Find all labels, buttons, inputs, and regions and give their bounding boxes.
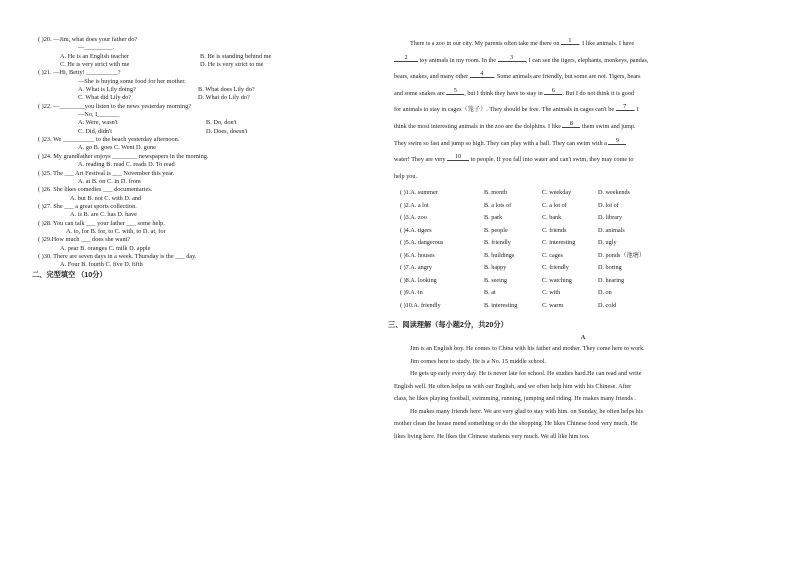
reading-title: A (580, 334, 586, 342)
cloze-option-row (400, 250, 772, 263)
passage-text: toy animals in my room. In the (418, 56, 498, 64)
passage-line (394, 102, 772, 119)
passage-text: There is a zoo in our city. My parents often take me there on (410, 40, 561, 47)
q21-options-ab (38, 86, 378, 94)
right-column (388, 36, 772, 443)
cloze-option-c[interactable]: C. watching (542, 276, 572, 284)
cloze-option-b[interactable]: B. happy (484, 264, 507, 272)
q22-line2: —No, I_______ (78, 111, 120, 119)
passage-text: and some snakes are (394, 89, 447, 97)
cloze-option-b[interactable]: B. at (484, 289, 496, 297)
blank-7[interactable]: 7 (616, 103, 634, 111)
passage-text: them swim and jump. (580, 122, 636, 130)
cloze-option-c[interactable]: C. warm (542, 301, 564, 309)
reading-line: He gets up early every day. He is never late for school. He studies hard.He can read and write (410, 370, 642, 378)
cloze-passage (394, 36, 772, 185)
cloze-option-c[interactable]: C. with (542, 289, 561, 297)
q21-option-c[interactable]: C. What did Lily do? (78, 94, 132, 102)
cloze-option-a[interactable]: ( )10.A. friendly (400, 301, 441, 309)
passage-line (394, 136, 772, 153)
q21-options-cd (38, 94, 378, 102)
reading-passage (394, 343, 772, 443)
cloze-option-d[interactable]: D. lot of (598, 201, 619, 209)
blank-4[interactable]: 4 (470, 70, 494, 78)
blank-9[interactable]: 9 (608, 137, 626, 145)
blank-8[interactable]: 8 (562, 120, 580, 128)
passage-line (394, 152, 772, 169)
cloze-option-b[interactable]: B. friendly (484, 239, 511, 247)
q22-option-c[interactable]: C. Did, didn't (78, 127, 113, 135)
q26-stem: ( )26. She likes comedies ___ documentaries. (38, 186, 153, 194)
blank-10[interactable]: 10 (447, 153, 469, 161)
q27-options[interactable]: A. is B. are C. has D. have (70, 211, 137, 219)
cloze-option-row (400, 287, 772, 300)
q22-option-d[interactable]: D. Does, doesn't (206, 127, 248, 135)
q22-options-ab (38, 119, 378, 127)
q22-options-cd (38, 128, 378, 136)
passage-text: , I can see the tigers, elephants, monkeys, pandas, (525, 56, 649, 64)
reading-line: He makes many friends here. We are very glad to stay with him. on Sunday, he often helps his (410, 407, 643, 415)
passage-text: for animals to stay in cages（笼子）. They should be free. The animals in cages can't be (394, 106, 616, 114)
left-column (32, 36, 378, 280)
q21-option-a[interactable]: A. What is Lily doing? (78, 86, 136, 94)
cloze-option-a[interactable]: ( )3.A. zoo (400, 214, 427, 222)
cloze-option-a[interactable]: ( )4.A. tigers (400, 226, 432, 234)
passage-line (394, 119, 772, 136)
passage-text: . But I do not think it is good (562, 89, 635, 97)
passage-text: They swim so fast and jump so high. They can play with a ball. They can swim with a (394, 139, 609, 147)
passage-line: help you. (394, 172, 418, 180)
cloze-option-a[interactable]: ( )8.A. looking (400, 276, 437, 284)
q20-option-a[interactable]: A. He is an English teacher (60, 52, 129, 60)
q23-options[interactable]: A. go B. goes C. Went D. gone (78, 144, 156, 152)
cloze-option-b[interactable]: B. interesting (484, 301, 518, 309)
cloze-option-row (400, 237, 772, 250)
q22-option-a[interactable]: A. Were, wasn't (78, 119, 118, 127)
reading-line: Jim comes here to study. He is a No. 15 middle school. (410, 357, 547, 365)
section-2-heading: 二、完型填空 （10分） (32, 269, 107, 279)
passage-text: bears, snakes, and many other (394, 73, 470, 81)
cloze-option-row (400, 262, 772, 275)
q21-line2: —She is buying some food for her mother. (78, 77, 186, 85)
q30-options[interactable]: A. Four B. fourth C. five D. fifth (60, 261, 143, 269)
cloze-option-d[interactable]: D. on (598, 289, 612, 297)
q26-options[interactable]: A. but B. not C. with D. and (70, 194, 142, 202)
q22-stem: ( )22. —________you listen to the news yesterday morning? (38, 102, 192, 110)
reading-line: Jim is an English boy. He comes to China with his father and mother. They come here to work. (410, 345, 645, 353)
q25-options[interactable]: A. at B. on C. in D. from (78, 177, 141, 185)
q30-stem: ( )30. There are seven days in a week. Thursday is the ___ day. (38, 252, 197, 260)
q28-stem: ( )28. You can talk ___ your father ___ some help. (38, 219, 165, 227)
cloze-option-row (400, 187, 772, 200)
cloze-option-b[interactable]: B. people (484, 226, 508, 234)
passage-text: water! They are very (394, 156, 448, 164)
cloze-option-b[interactable]: B. seeing (484, 276, 508, 284)
q24-options[interactable]: A. reading B. read C. reads D. To read (78, 161, 175, 169)
cloze-option-d[interactable]: D. boring (598, 264, 622, 272)
passage-text: think the most interesting animals in the zoo are the dolphins. I like (394, 122, 563, 130)
q27-stem: ( )27. She ___ a great sports collection. (38, 202, 137, 210)
cloze-option-c[interactable]: C. bank (542, 214, 562, 222)
q29-stem: ( )29.How much ___ does she want? (38, 236, 131, 244)
passage-line (394, 36, 772, 53)
q21-option-b[interactable]: B. What does Lily do? (198, 86, 255, 94)
passage-text: to people. If you fall into water and can't swim, they may come to (469, 156, 634, 164)
passage-line (394, 69, 772, 86)
cloze-option-c[interactable]: C. weekday (542, 189, 572, 197)
passage-text: , but I think they have to stay in (464, 89, 545, 97)
cloze-option-a[interactable]: ( )7.A. angry (400, 264, 432, 272)
cloze-option-c[interactable]: C. friends (542, 226, 567, 234)
cloze-option-row (400, 200, 772, 213)
q20-option-b[interactable]: B. He is standing behind me (200, 52, 272, 60)
q20-options-cd (38, 61, 378, 69)
q20-line2: —_________. (78, 44, 115, 52)
q25-stem: ( )25. The ___ Art Festival is ___ November this year. (38, 169, 175, 177)
reading-line: class, he likes playing football, swimming, running, jumping and riding. He makes many friends . (394, 395, 636, 403)
cloze-option-b[interactable]: B. month (484, 189, 508, 197)
cloze-option-a[interactable]: ( )9.A. in (400, 289, 423, 297)
blank-2[interactable]: 2 (394, 54, 418, 62)
cloze-option-b[interactable]: B. a lots of (484, 201, 512, 209)
q23-stem: ( )23. We __________ to the beach yesterday afternoon. (38, 136, 180, 144)
passage-text: . I (633, 106, 639, 114)
q22-option-b[interactable]: B. Do, don't (206, 119, 237, 127)
passage-text: . Some animals are friendly, but some are not. Tigers, bears (493, 73, 641, 81)
section-3-heading: 三、阅读理解（每小题2分，共20分） (388, 320, 508, 330)
cloze-option-d[interactable]: D. animals (598, 226, 625, 234)
cloze-options (394, 187, 772, 312)
blank-6[interactable]: 6 (544, 87, 562, 95)
passage-text: . I like animals. I have (578, 40, 635, 47)
q24-stem: ( )24. My grandfather enjoys ________ newspapers in the morning. (38, 152, 209, 160)
cloze-option-a[interactable]: ( )6.A. houses (400, 251, 435, 259)
cloze-option-d[interactable]: D. library (598, 214, 623, 222)
q29-options[interactable]: A. pear B. oranges C. milk D. apple (60, 244, 151, 252)
blank-5[interactable]: 5 (446, 87, 464, 95)
q28-options[interactable]: A. to, for B. for, to C. with, to D. at, for (66, 227, 166, 235)
cloze-option-a[interactable]: ( )5.A. dangerous (400, 239, 444, 247)
cloze-option-d[interactable]: D. ugly (598, 239, 617, 247)
blank-1[interactable]: 1 (561, 37, 579, 45)
cloze-option-row (400, 275, 772, 288)
q20-stem: ( )20. —Jim, what does your father do? (38, 36, 138, 43)
passage-line (394, 53, 772, 70)
cloze-option-d[interactable]: D. cold (598, 301, 617, 309)
cloze-option-c[interactable]: C. interesting (542, 239, 576, 247)
cloze-option-c[interactable]: C. friendly (542, 264, 569, 272)
cloze-option-row (400, 300, 772, 313)
cloze-option-row (400, 225, 772, 238)
reading-line: English well. He often helps us with our English, and we often help him with his Chinese. After (394, 382, 632, 390)
q20-option-d[interactable]: D. He is very strict to me (200, 61, 264, 69)
cloze-option-c[interactable]: C. a lot of (542, 201, 567, 209)
q20-option-c[interactable]: C. He is very strict with me (60, 61, 130, 69)
blank-3[interactable]: 3 (498, 54, 526, 62)
passage-line (394, 86, 772, 103)
q20-options-ab (38, 53, 378, 61)
cloze-option-row (400, 212, 772, 225)
cloze-option-d[interactable]: D. hearing (598, 276, 625, 284)
cloze-option-b[interactable]: B. park (484, 214, 503, 222)
cloze-option-b[interactable]: B. buildings (484, 251, 515, 259)
cloze-option-c[interactable]: C. cages (542, 251, 563, 259)
q21-stem: ( )21. —Hi, Betty! __________? (38, 69, 121, 77)
cloze-option-d[interactable]: D. ponds（池塘） (598, 251, 646, 259)
cloze-option-d[interactable]: D. weekends (598, 189, 630, 197)
cloze-option-a[interactable]: ( )2.A. a lot (400, 201, 429, 209)
reading-line: mother clean the house mend something or do the shopping. He likes Chinese food very much. He (394, 420, 638, 428)
q21-option-d[interactable]: D. What do Lily do? (198, 94, 250, 102)
cloze-option-a[interactable]: ( )1.A. summer (400, 189, 438, 197)
reading-line: likes living here. He likes the Chinese students very much. We all like him too. (394, 432, 590, 440)
